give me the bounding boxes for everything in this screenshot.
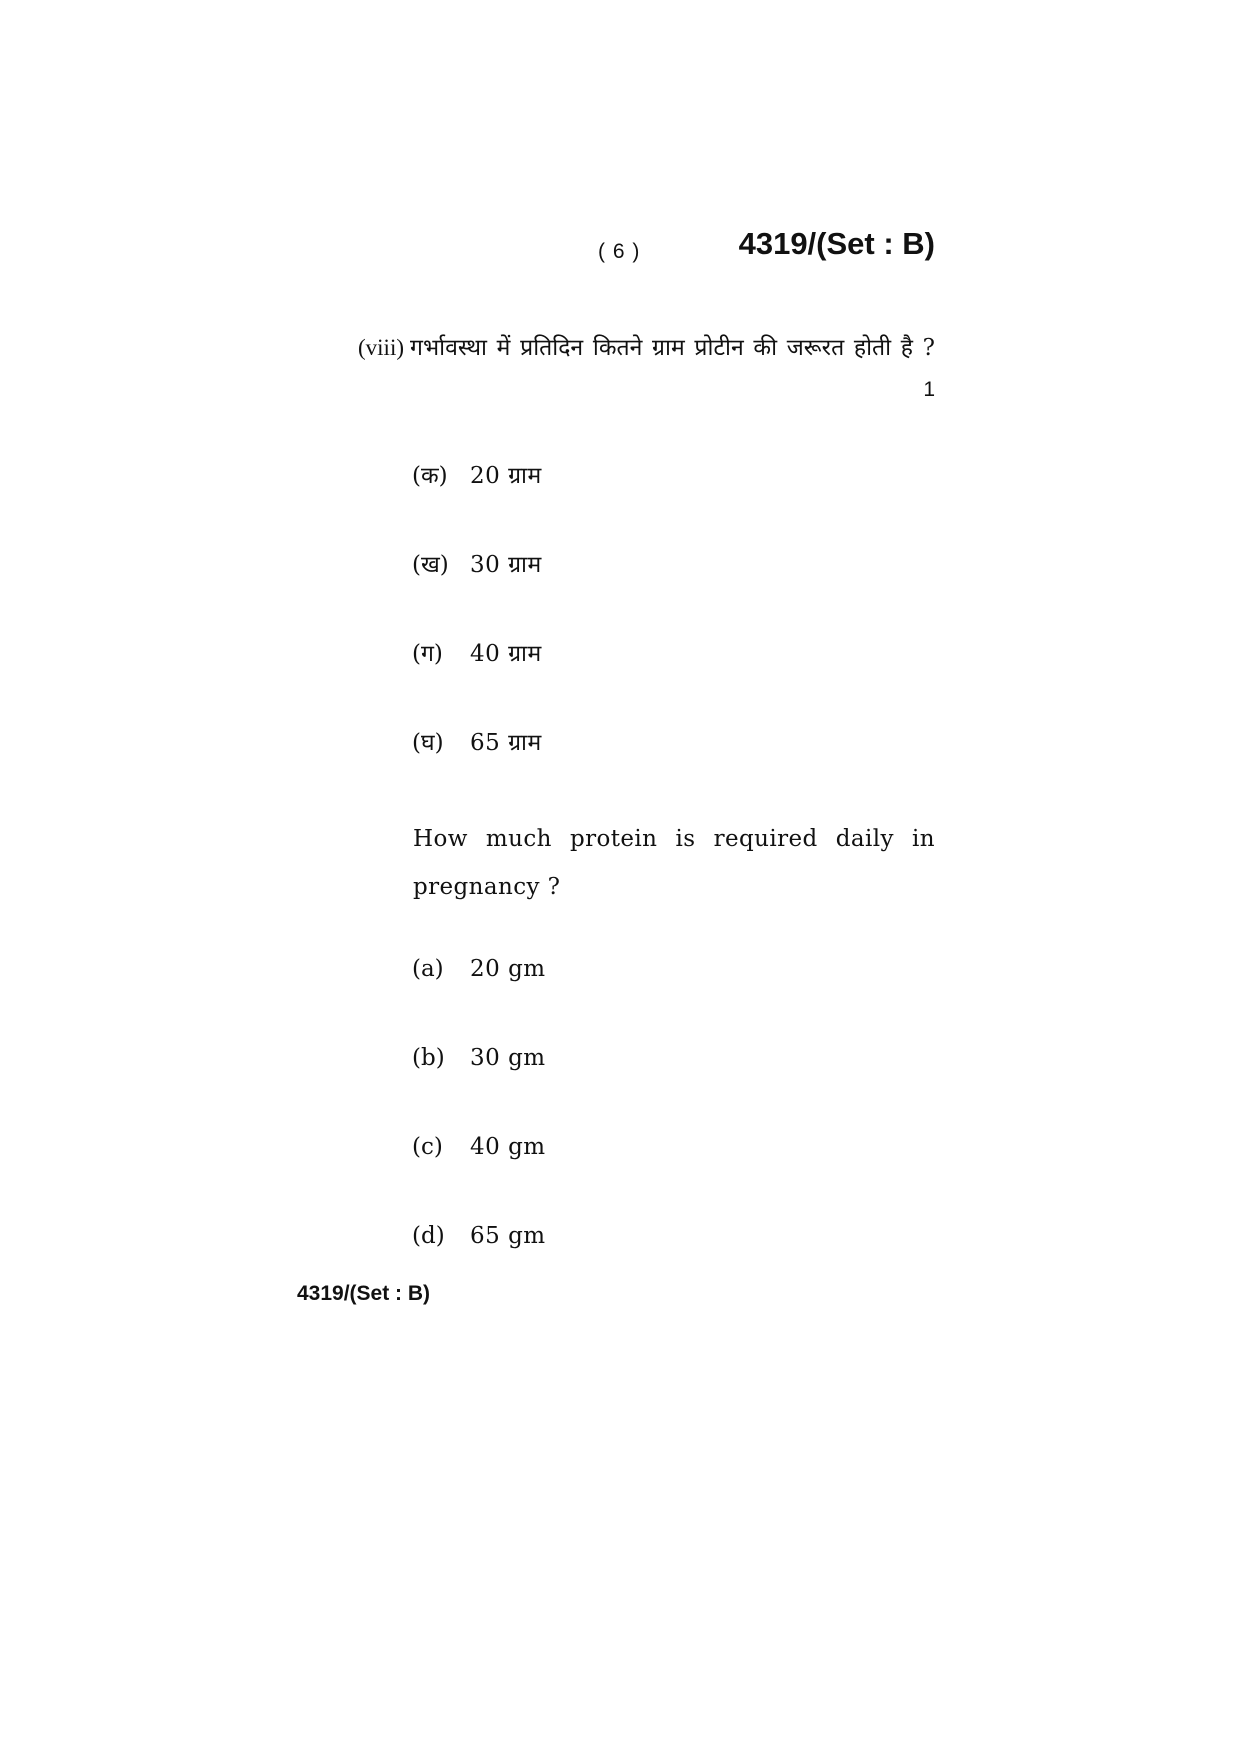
english-option (412, 956, 546, 982)
option-label: (घ) (412, 730, 444, 756)
question-number: (viii) (358, 335, 404, 360)
footer-paper-code: 4319/(Set : B) (297, 1282, 431, 1305)
hindi-option (412, 636, 542, 668)
hindi-option (412, 547, 542, 579)
header-paper-code: 4319/(Set : B) (738, 226, 935, 261)
option-label: (c) (412, 1134, 443, 1160)
question-english-line: How much protein is required daily in (413, 826, 935, 852)
option-value: 30 ग्राम (470, 552, 542, 578)
question-english-line: pregnancy ? (413, 874, 561, 900)
option-value: 20 ग्राम (470, 463, 542, 489)
question-hindi (358, 330, 935, 362)
option-value: 30 gm (470, 1045, 546, 1071)
option-value: 65 ग्राम (470, 730, 542, 756)
option-label: (b) (412, 1045, 445, 1071)
english-option (412, 1045, 546, 1071)
option-label: (ख) (412, 552, 449, 578)
english-option (412, 1134, 546, 1160)
option-label: (क) (412, 463, 448, 489)
question-marks: 1 (923, 378, 935, 401)
english-option (412, 1223, 546, 1249)
page-number: ( 6 ) (598, 240, 641, 263)
option-value: 65 gm (470, 1223, 546, 1249)
question-english-text (413, 815, 935, 911)
option-label: (d) (412, 1223, 445, 1249)
option-value: 40 gm (470, 1134, 546, 1160)
option-value: 20 gm (470, 956, 546, 982)
hindi-option (412, 458, 542, 490)
hindi-option (412, 725, 542, 757)
option-value: 40 ग्राम (470, 641, 542, 667)
option-label: (a) (412, 956, 444, 982)
option-label: (ग) (412, 641, 443, 667)
question-hindi-text: गर्भावस्था में प्रतिदिन कितने ग्राम प्रोटीन की जरूरत होती है ? (410, 335, 935, 361)
